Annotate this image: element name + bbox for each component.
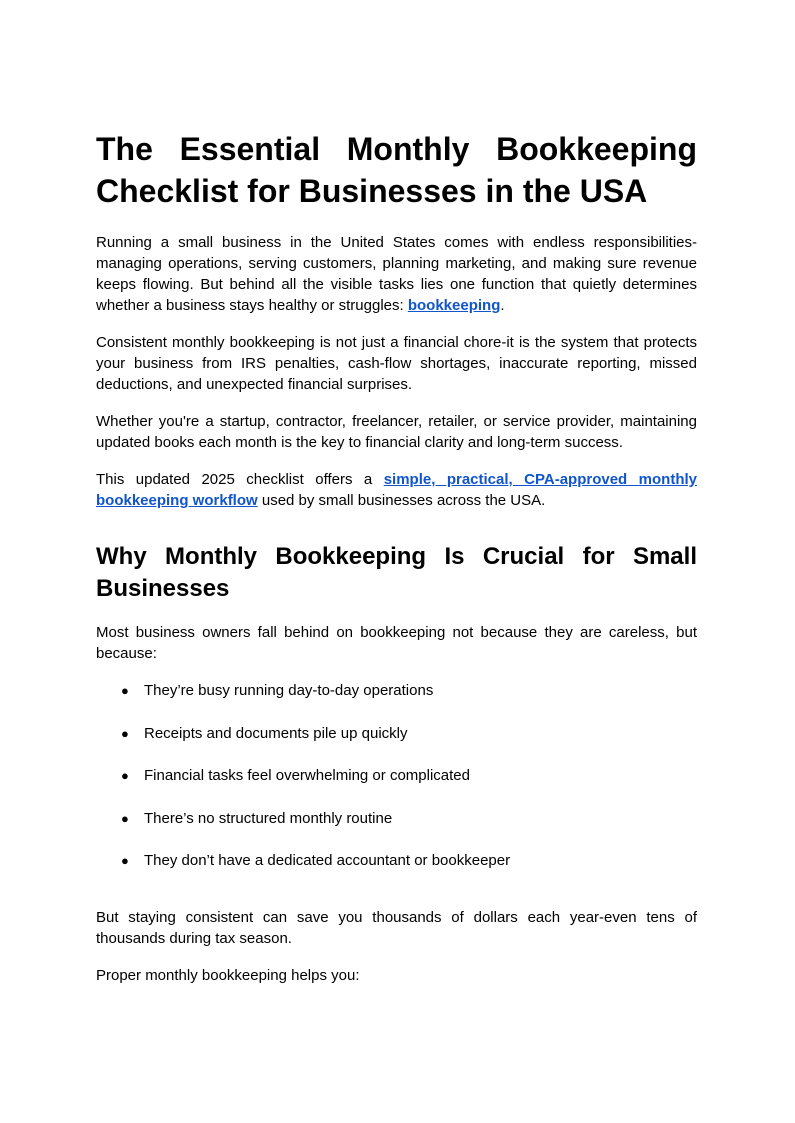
document-page [96,128,697,1002]
intro-paragraph-3: Whether you're a startup, contractor, freelancer, retailer, or service provider, maintaining updated books each month is the key to financial clarity and long-term success. [96,413,697,451]
document-title: The Essential Monthly Bookkeeping Checklist for Businesses in the USA [96,131,697,209]
intro-paragraph-4 [96,469,697,511]
list-item-text: Financial tasks feel overwhelming or complicated [144,767,470,784]
list-item [96,850,697,871]
intro-paragraph-4-text: This updated 2025 checklist offers a [96,471,384,488]
list-item-text: They’re busy running day-to-day operations [144,682,434,699]
bookkeeping-link[interactable]: bookkeeping [407,297,501,314]
workflow-link[interactable]: simple, practical, CPA-approved monthly bookkeeping workflow [96,471,697,509]
bullet-icon: ● [121,768,129,783]
list-item [96,765,697,786]
list-item [96,808,697,829]
list-item [96,723,697,744]
intro-paragraph-1-text: Running a small business in the United States comes with endless responsibilities-managing operations, serving customers, planning marketing, and making sure revenue keeps flowing. But behind all the visible tasks lies one function that quietly determines whether a business stays healthy or struggles: [96,234,697,314]
bullet-icon: ● [121,725,129,741]
bullet-icon: ● [121,810,129,826]
list-item-text: Receipts and documents pile up quickly [144,724,408,742]
reasons-list [96,680,697,871]
list-item-text: There’s no structured monthly routine [144,809,393,827]
bullet-icon: ● [121,683,129,698]
intro-paragraph-2: Consistent monthly bookkeeping is not just a financial chore-it is the system that protects your business from IRS penalties, cash-flow shortages, inaccurate reporting, missed deductions, and unexpected financial surprises. [96,334,697,393]
savings-paragraph: But staying consistent can save you thousands of dollars each year-even tens of thousands during tax season. [96,909,697,947]
intro-paragraph-4-end: used by small businesses across the USA. [257,492,546,509]
intro-paragraph-1-end: . [500,297,505,314]
section-lead-paragraph: Most business owners fall behind on bookkeeping not because they are careless, but because: [96,624,697,662]
section-heading: Why Monthly Bookkeeping Is Crucial for Small Businesses [96,543,697,602]
bullet-icon: ● [121,853,129,868]
closing-paragraph: Proper monthly bookkeeping helps you: [96,967,360,984]
intro-paragraph-1 [96,232,697,316]
list-item [96,680,697,701]
list-item-text: They don’t have a dedicated accountant or bookkeeper [144,852,511,869]
